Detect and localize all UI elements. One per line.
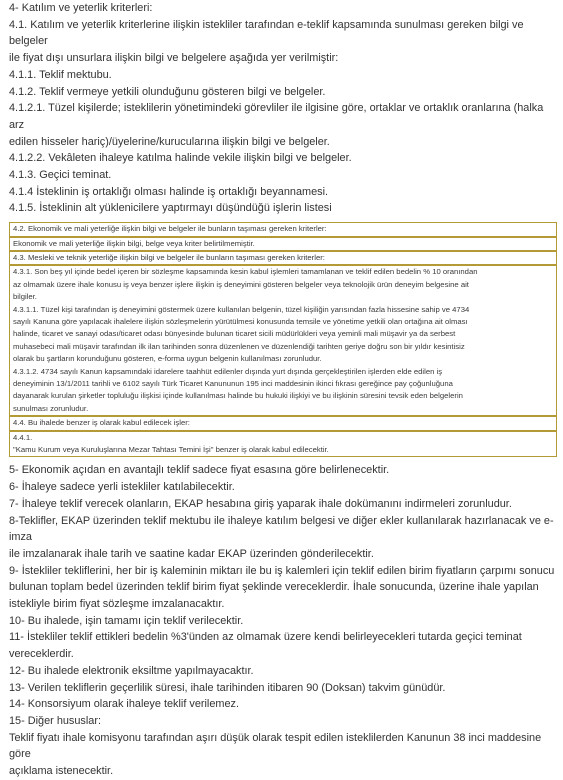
text-line: 13- Verilen tekliflerin geçerlilik süresi, ihale tarihinden itibaren 90 (Doksan) takvim günüdür. xyxy=(9,681,446,694)
text-line: vereceklerdir. xyxy=(9,648,74,661)
box-line: 4.3.1. Son beş yıl içinde bedel içeren bir sözleşme kapsamında kesin kabul işlemleri tamamlanan ve teklif edilen bedelin % 10 oranından xyxy=(13,267,478,277)
text-line: 5- Ekonomik açıdan en avantajlı teklif sadece fiyat esasına göre belirlenecektir. xyxy=(9,464,390,477)
box-line: az olmamak üzere ihale konusu iş veya benzer işlere ilişkin iş deneyimini gösteren belgeler veya teknolojik ürün deneyim belgesine ait xyxy=(13,279,469,289)
text-line: ile fiyat dışı unsurlara ilişkin bilgi ve belgelere aşağıda yer verilmiştir: xyxy=(9,52,339,65)
text-line: 4.1.4 İsteklinin iş ortaklığı olması halinde iş ortaklığı beyannamesi. xyxy=(9,185,329,198)
box-4-3-body xyxy=(9,265,557,416)
text-line: 10- Bu ihalede, işin tamamı için teklif verilecektir. xyxy=(9,614,244,627)
box-body: Ekonomik ve mali yeterliğe ilişkin bilgi, belge veya kriter belirtilmemiştir. xyxy=(13,238,255,248)
text-line: Teklif fiyatı ihale komisyonu tarafından aşırı düşük olarak tespit edilen isteklilerden Kanunun 38 inci maddesine göre xyxy=(9,731,542,761)
text-line: 8-Teklifler, EKAP üzerinden teklif mektubu ile ihaleye katılım belgesi ve diğer ekler kullanılarak hazırlanacak ve e-imza xyxy=(9,514,554,544)
box-item-number: 4.4.1. xyxy=(13,432,33,442)
box-header: 4.2. Ekonomik ve mali yeterliğe ilişkin bilgi ve belgeler ile bunların taşıması gereken kriterler: xyxy=(13,224,327,234)
text-line: 12- Bu ihalede elektronik eksiltme yapılmayacaktır. xyxy=(9,664,254,677)
box-line: bilgiler. xyxy=(13,292,37,302)
criteria-table xyxy=(9,222,557,457)
text-line: açıklama istenecektir. xyxy=(9,765,114,778)
box-line: halinde, ticaret ve sanayi odası/ticaret odası bünyesinde bulunan ticaret sicili müdürlükleri veya yeminli mali müşavir ya da serbest xyxy=(13,329,456,339)
box-4-2-body xyxy=(9,237,557,251)
box-line: sunulması zorunludur. xyxy=(13,403,89,413)
text-line: 14- Konsorsiyum olarak ihaleye teklif verilemez. xyxy=(9,698,240,711)
box-header: 4.3. Mesleki ve teknik yeterliğe ilişkin bilgi ve belgeler ile bunların taşıması gereken kriterler: xyxy=(13,252,325,262)
box-item-text: "Kamu Kurum veya Kuruluşlarına Mezar Tahtası Temini İşi" benzer iş olarak kabul edilecektir. xyxy=(13,445,329,455)
box-4-4-body xyxy=(9,431,557,458)
text-line: 6- İhaleye sadece yerli istekliler katılabilecektir. xyxy=(9,481,235,494)
box-4-3-header xyxy=(9,251,557,265)
box-header: 4.4. Bu ihalede benzer iş olarak kabul edilecek işler: xyxy=(13,418,190,428)
text-line: 7- İhaleye teklif verecek olanların, EKAP hesabına giriş yaparak ihale dokümanını indirmeleri zorunludur. xyxy=(9,497,512,510)
text-line: 4.1.2. Teklif vermeye yetkili olunduğunu gösteren bilgi ve belgeler. xyxy=(9,85,326,98)
section-heading: 4- Katılım ve yeterlik kriterleri: xyxy=(9,2,153,14)
text-line: 4.1.1. Teklif mektubu. xyxy=(9,68,112,81)
text-line: ile imzalanarak ihale tarih ve saatine kadar EKAP üzerinden gönderilecektir. xyxy=(9,547,374,560)
text-line: 9- İstekliler tekliflerini, her bir iş kaleminin miktarı ile bu iş kalemleri için teklif edilen birim fiyatların çarpımı sonucu xyxy=(9,564,555,577)
box-line: 4.3.1.1. Tüzel kişi tarafından iş deneyimini göstermek üzere kullanılan belgenin, tüzel kişiliğin yarısından fazla hissesine sahip ve 4734 xyxy=(13,304,470,314)
text-line: 4.1.2.1. Tüzel kişilerde; isteklilerin yönetimindeki görevliler ile ilgisine göre, ortaklar ve ortaklık oranlarına (halka arz xyxy=(9,102,544,131)
terms-section xyxy=(9,462,558,779)
box-4-2-header xyxy=(9,222,557,236)
box-line: 4.3.1.2. 4734 sayılı Kanun kapsamındaki idarelere taahhüt edilenler dışında yurt dışında gerçekleştirilen işlerden elde edilen iş xyxy=(13,366,443,376)
box-line: olarak bu şartların korunduğunu gösteren, e-forma uygun belgenin kullanılması zorunludur. xyxy=(13,354,322,364)
text-line: 4.1.3. Geçici teminat. xyxy=(9,169,112,182)
text-line: 4.1.2.2. Vekâleten ihaleye katılma halinde vekile ilişkin bilgi ve belgeler. xyxy=(9,152,352,165)
text-line: 11- İstekliler teklif ettikleri bedelin %3'ünden az olmamak üzere kendi belirleyecekleri tutarda geçici teminat xyxy=(9,631,522,644)
text-line: bulunan toplam bedel üzerinden teklif birim fiyat şeklinde vereceklerdir. İhale sonucunda, üzerine ihale yapılan xyxy=(9,581,539,594)
text-line: 15- Diğer hususlar: xyxy=(9,715,102,727)
box-4-4-header xyxy=(9,416,557,430)
box-line: deneyiminin 13/1/2011 tarihli ve 6102 sayılı Türk Ticaret Kanununun 195 inci maddesinin ikinci fıkrası gereğince pay çoğunluğuna xyxy=(13,379,453,389)
box-line: dayanarak kurulan şirketler topluluğu ilişkisi içinde kullanılması halinde bu hukuki ilişkiyi ve bu ilişkinin süresini tevsik eden belgelerin xyxy=(13,391,463,401)
text-line: edilen hisseler hariç)/üyelerine/kurucularına ilişkin bilgi ve belgeler. xyxy=(9,135,330,148)
box-line: muhasebeci mali müşavir tarafından ilk ilan tarihinden sonra düzenlenen ve düzenlendiği tarihten geriye doğru son bir yıldır kesintisiz xyxy=(13,341,465,351)
text-line: 4.1. Katılım ve yeterlik kriterlerine ilişkin istekliler tarafından e-teklif kapsamında sunulması gereken bilgi ve belgeler xyxy=(9,18,524,48)
text-line: 4.1.5. İsteklinin alt yüklenicilere yaptırmayı düşündüğü işlerin listesi xyxy=(9,202,332,215)
criteria-section xyxy=(9,0,558,217)
box-line: sayılı Kanuna göre yapılacak ihalelere ilişkin sözleşmelerin yürütülmesi konusunda temsile ve yönetime yetkili olan ortağına ait olması xyxy=(13,316,468,326)
text-line: istekliyle birim fiyat sözleşme imzalanacaktır. xyxy=(9,598,225,611)
